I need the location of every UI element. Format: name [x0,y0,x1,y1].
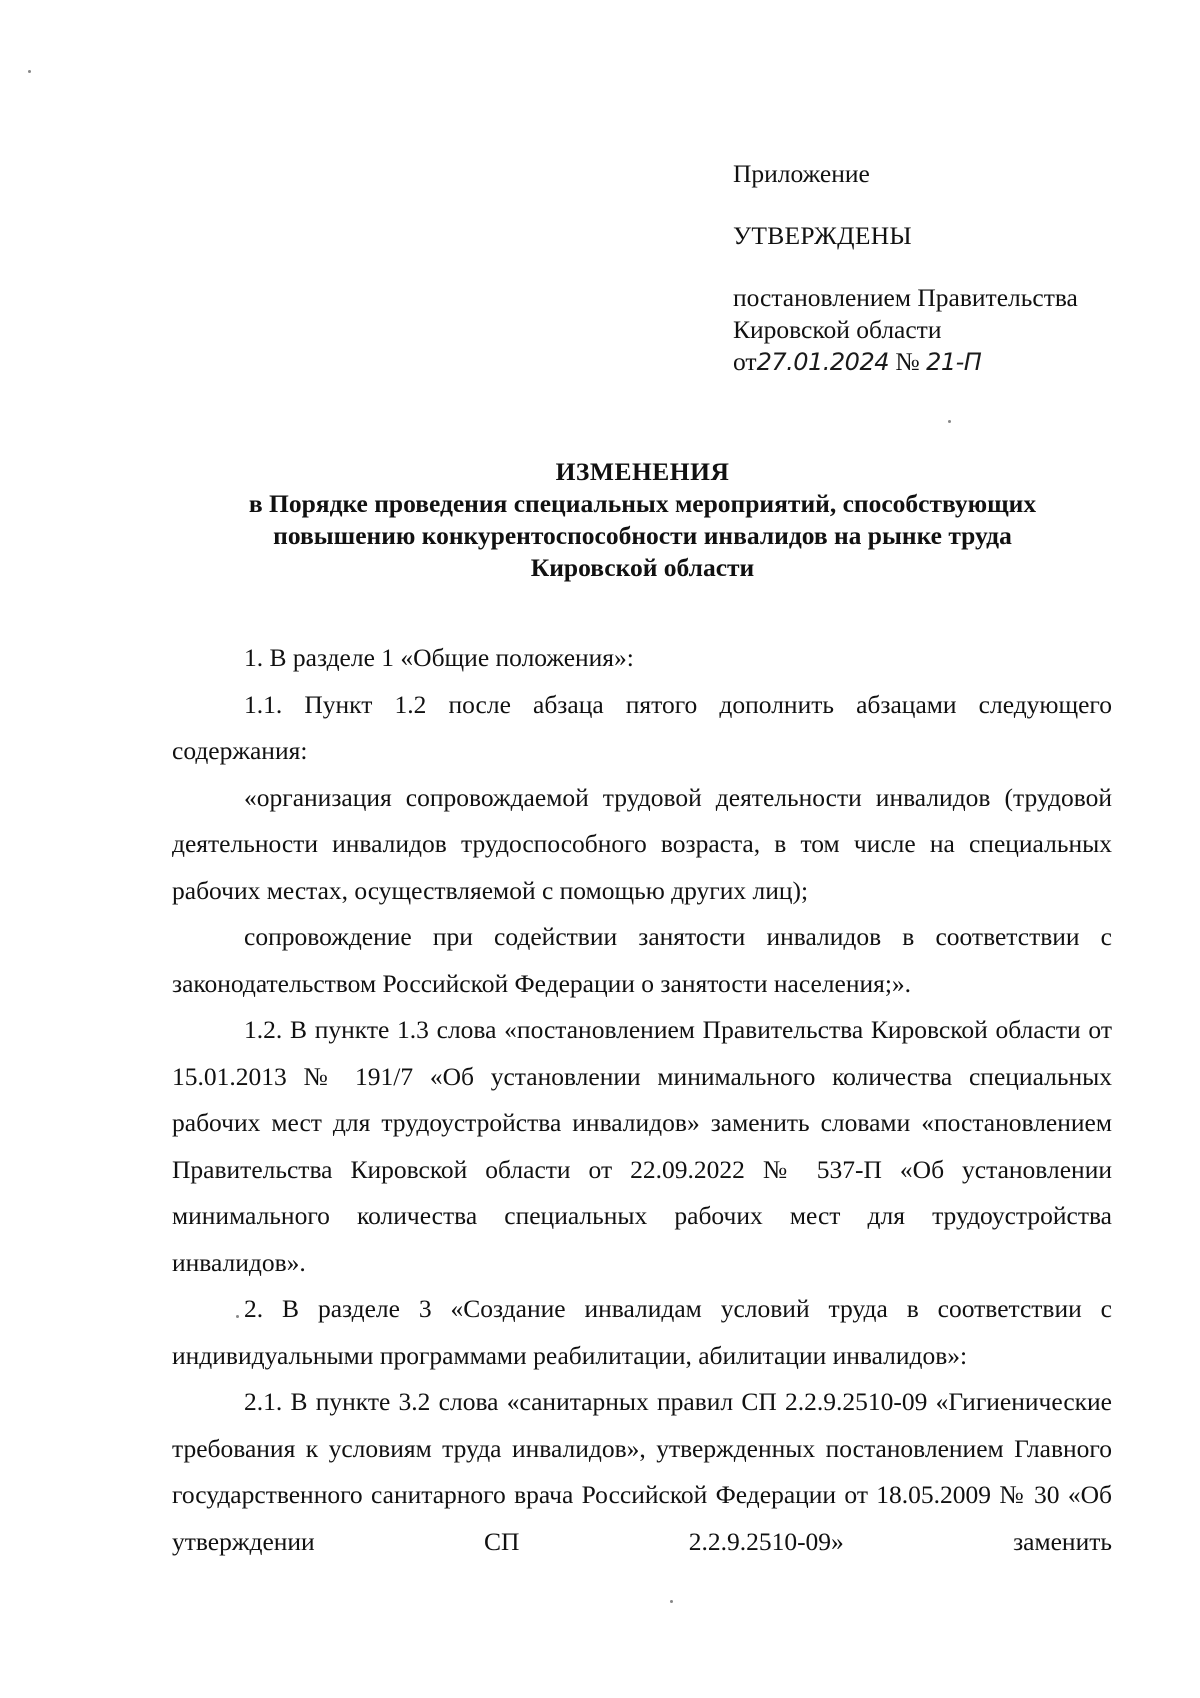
number-sign: № [895,347,920,376]
handwritten-date: 27.01.2024 [756,348,889,376]
resolution-date-number [733,346,1153,378]
approved-label: УТВЕРЖДЕНЫ [733,221,912,250]
paragraph: «организация сопровождаемой трудовой деятельности инвалидов (трудовой деятельности инвалидов трудоспособного возраста, в том числе на специальных рабочих местах, осуществляемой с помощью других лиц); [172,782,1112,905]
paragraph: 2. В разделе 3 «Создание инвалидам условий труда в соответствии с индивидуальными программами реабилитации, абилитации инвалидов»: [172,1294,1112,1370]
scan-speck [670,1600,673,1603]
document-title [150,456,1135,584]
handwritten-number: 21-П [926,348,982,376]
approval-block [733,158,1153,378]
scan-speck [948,420,951,423]
title-subtitle-line: в Порядке проведения специальных мероприятий, способствующих [248,489,1037,518]
title-subtitle-line: Кировской области [530,553,755,582]
scan-speck [236,1315,239,1318]
scan-speck [28,70,31,73]
paragraph: 1.2. В пункте 1.3 слова «постановлением Правительства Кировской области от 15.01.2013 № 191/7 «Об установлении минимального количества специальных рабочих мест для трудоустройства инвалидов» заменить словами «постановлением Правительства Кировской области от 22.09.2022 № 537-П «Об установлении минимального количества специальных рабочих мест для трудоустройства инвалидов». [172,1015,1112,1277]
date-prefix: от [733,347,757,376]
paragraph: 2.1. В пункте 3.2 слова «санитарных правил СП 2.2.9.2510-09 «Гигиенические требования к условиям труда инвалидов», утвержденных постановлением Главного государственного санитарного врача Российской Федерации от 18.05.2009 № 30 «Об утверждении СП 2.2.9.2510-09» заменить [172,1387,1112,1556]
document-body [172,635,1112,1565]
approval-line: Кировской области [733,315,942,344]
title-subtitle-line: повышению конкурентоспособности инвалидов на рынке труда [273,521,1012,550]
title-main: ИЗМЕНЕНИЯ [555,457,730,486]
paragraph: 1. В разделе 1 «Общие положения»: [244,643,634,672]
approval-line: постановлением Правительства [733,283,1078,312]
paragraph: сопровождение при содействии занятости инвалидов в соответствии с законодательством Российской Федерации о занятости населения;». [172,922,1112,998]
annex-label: Приложение [733,159,870,188]
paragraph: 1.1. Пункт 1.2 после абзаца пятого дополнить абзацами следующего содержания: [172,689,1112,765]
